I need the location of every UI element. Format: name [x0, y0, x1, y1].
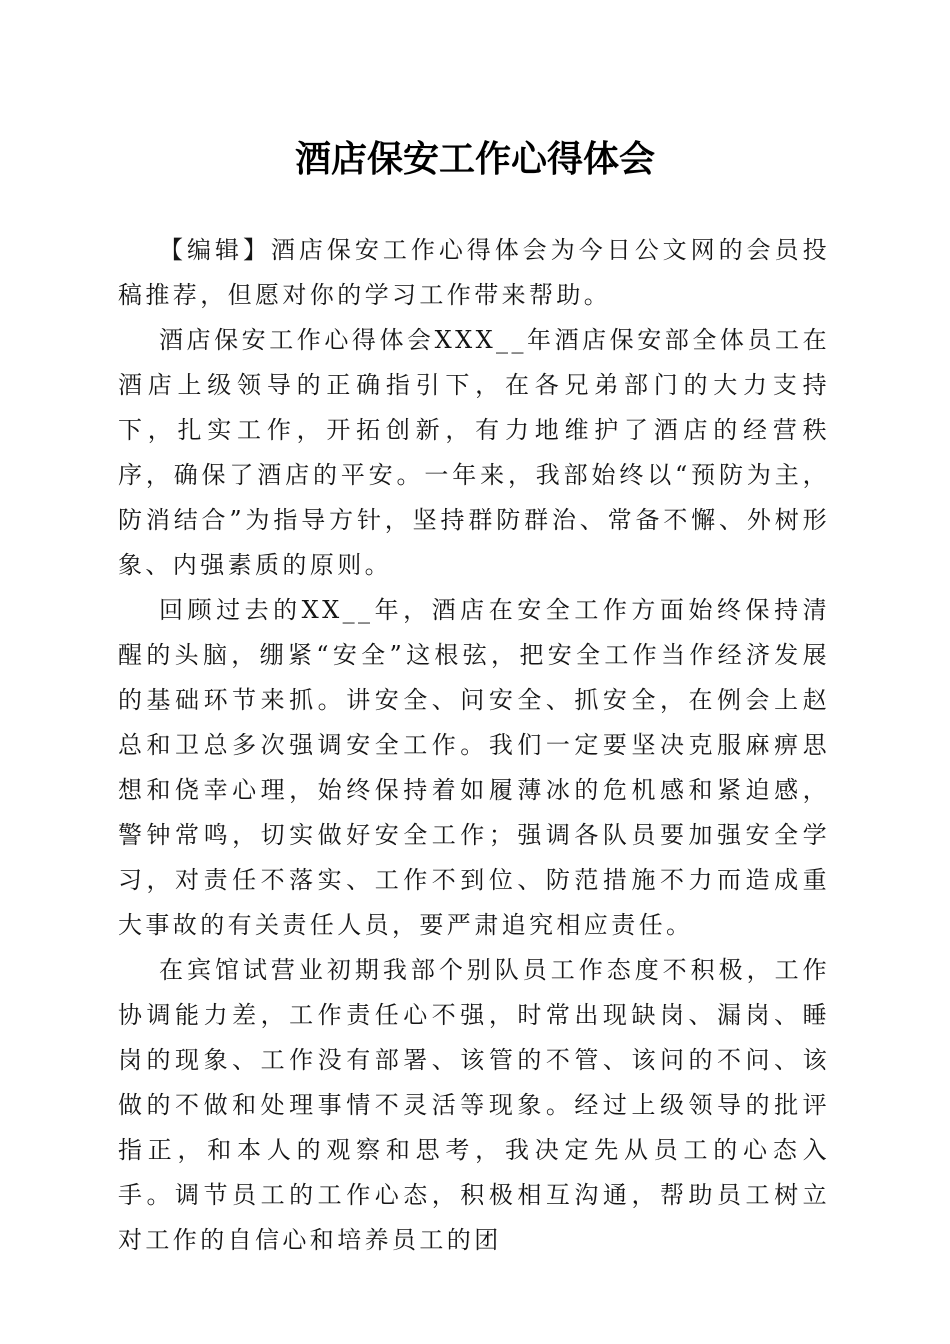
- paragraph-review: 回顾过去的XX__年，酒店在安全工作方面始终保持清醒的头脑，绷紧“安全”这根弦，把安全工作当作经济发展的基础环节来抓。讲安全、问安全、抓安全，在例会上赵总和卫总多次强调安全工作。我们一定要坚决克服麻痹思想和侥幸心理，始终保持着如履薄冰的危机感和紧迫感，警钟常鸣，切实做好安全工作；强调各队员要加强安全学习，对责任不落实、工作不到位、防范措施不力而造成重大事故的有关责任人员，要严肃追究相应责任。: [118, 596, 830, 939]
- document-title: 酒店保安工作心得体会: [294, 138, 655, 180]
- paragraph-editor-note: 【编辑】酒店保安工作心得体会为今日公文网的会员投稿推荐，但愿对你的学习工作带来帮助。: [118, 236, 830, 309]
- paragraph-intro: 酒店保安工作心得体会XXX__年酒店保安部全体员工在酒店上级领导的正确指引下，在各兄弟部门的大力支持下，扎实工作，开拓创新，有力地维护了酒店的经营秩序，确保了酒店的平安。一年来，我部始终以“预防为主，防消结合”为指导方针，坚持群防群治、常备不懈、外树形象、内强素质的原则。: [118, 326, 830, 579]
- document-body: [118, 228, 830, 1263]
- paragraph-trial-operation: 在宾馆试营业初期我部个别队员工作态度不积极，工作协调能力差，工作责任心不强，时常出现缺岗、漏岗、睡岗的现象、工作没有部署、该管的不管、该问的不问、该做的不做和处理事情不灵活等现象。经过上级领导的批评指正，和本人的观察和思考，我决定先从员工的心态入手。调节员工的工作心态，积极相互沟通，帮助员工树立对工作的自信心和培养员工的团: [118, 956, 830, 1254]
